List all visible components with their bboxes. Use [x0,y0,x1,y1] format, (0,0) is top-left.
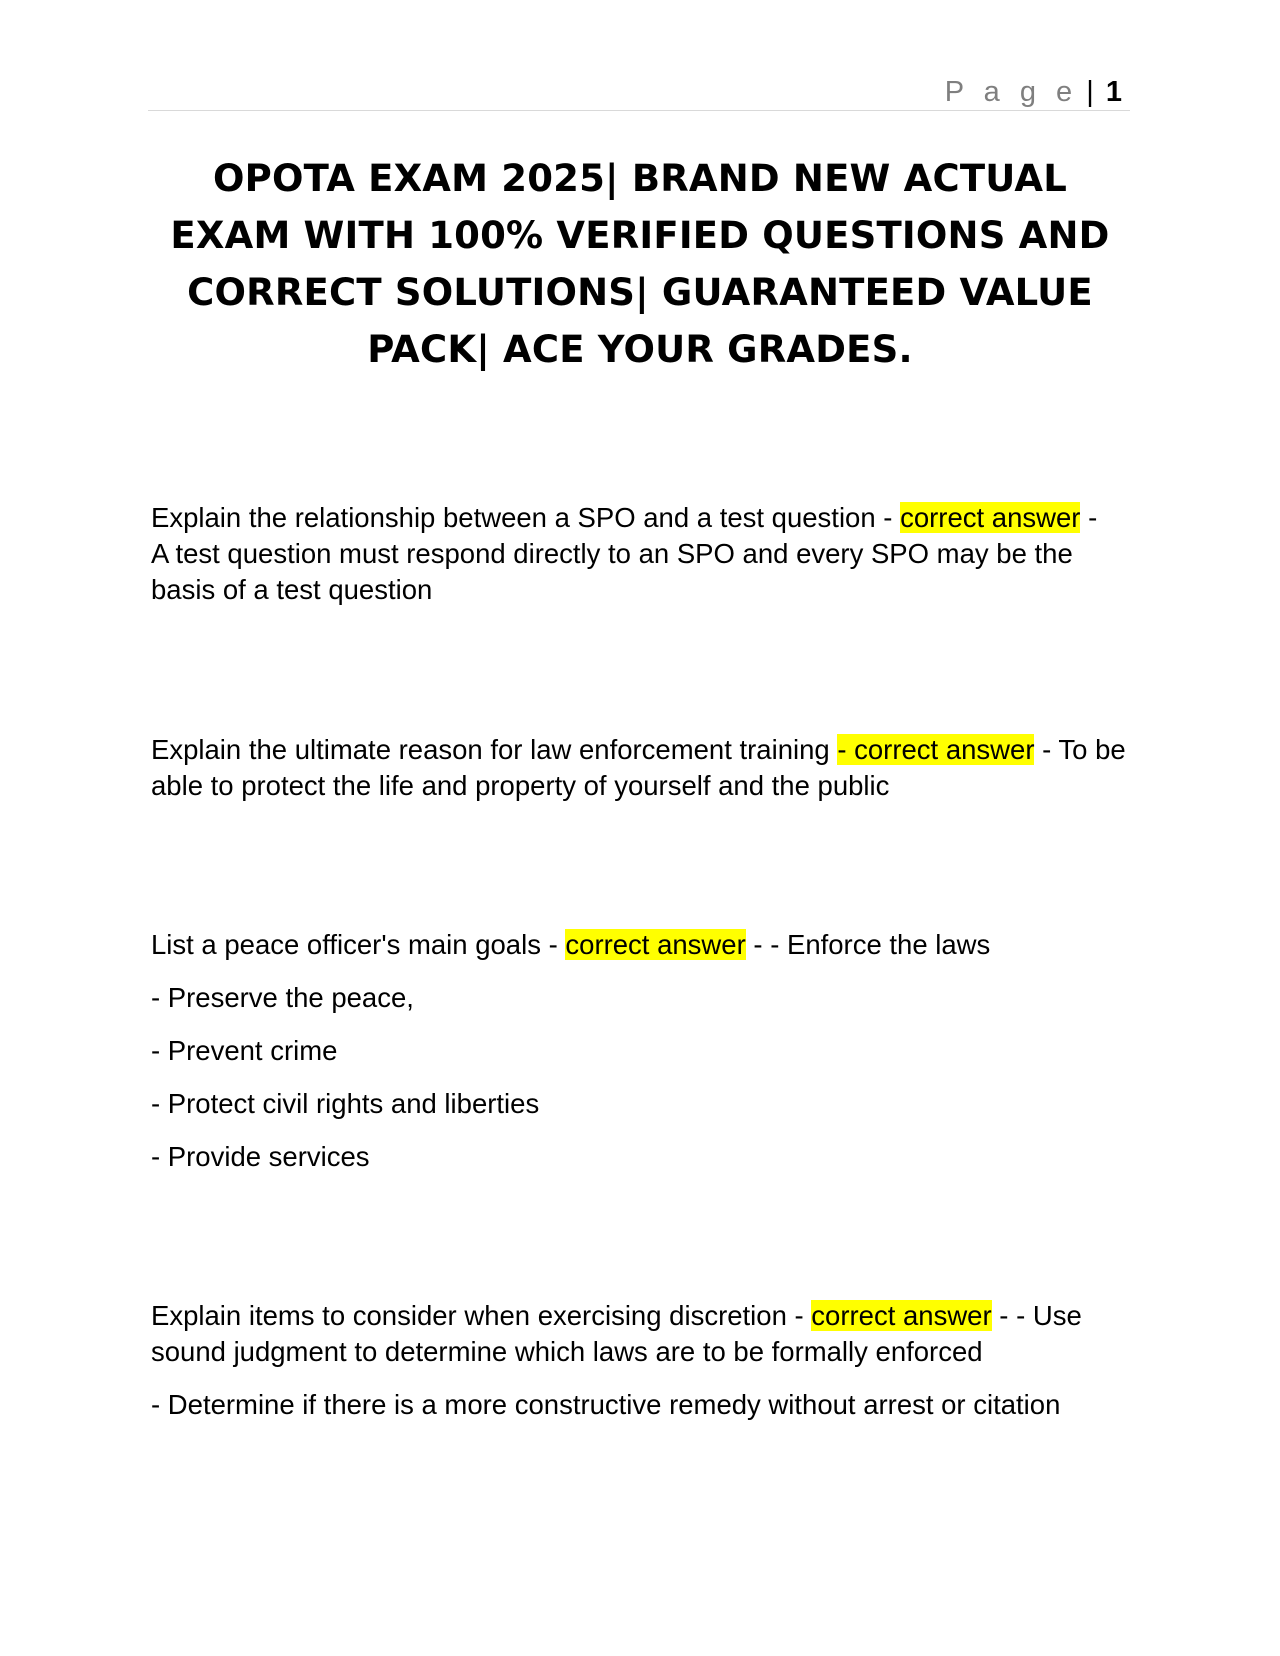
answer-text: - To be able to protect the life and property of yourself and the public [151,734,1126,801]
correct-answer-marker: - correct answer [837,734,1035,765]
answer-text: - - Enforce the laws [745,929,991,960]
page-word: P a g e [944,76,1079,108]
question-text: Explain items to consider when exercising discretion - [151,1300,812,1331]
correct-answer-marker: correct answer [811,1300,992,1331]
answer-bullet: - Preserve the peace, [151,982,414,1013]
answer-bullet: - Determine if there is a more constructive remedy without arrest or citation [151,1389,1061,1420]
page-number: 1 [1105,76,1122,108]
question-text: List a peace officer's main goals - [151,929,566,960]
qa-paragraph [151,1298,1131,1370]
correct-answer-marker: correct answer [900,502,1081,533]
qa-item [151,500,1111,608]
qa-paragraph [151,500,1111,608]
answer-text: - - Use sound judgment to determine which laws are to be formally enforced [151,1300,1082,1367]
answer-bullet: - Prevent crime [151,1035,338,1066]
answer-text: - A test question must respond directly to an SPO and every SPO may be the basis of a test question [151,502,1098,605]
qa-item [151,1298,1131,1423]
qa-item [151,732,1131,804]
question-text: Explain the ultimate reason for law enforcement training [151,734,838,765]
qa-item [151,927,1131,1175]
qa-paragraph [151,927,1131,963]
document-title: OPOTA EXAM 2025| BRAND NEW ACTUAL EXAM WITH 100% VERIFIED QUESTIONS AND CORRECT SOLUTIONS| GUARANTEED VALUE PACK| ACE YOUR GRADES. [170,157,1110,371]
page-number-label [945,76,1122,108]
question-text: Explain the relationship between a SPO and a test question - [151,502,901,533]
page-separator: | [1086,76,1094,108]
answer-bullet: - Protect civil rights and liberties [151,1088,540,1119]
page-header [148,74,1130,111]
qa-paragraph [151,732,1131,804]
answer-bullet: - Provide services [151,1141,370,1172]
correct-answer-marker: correct answer [565,929,746,960]
